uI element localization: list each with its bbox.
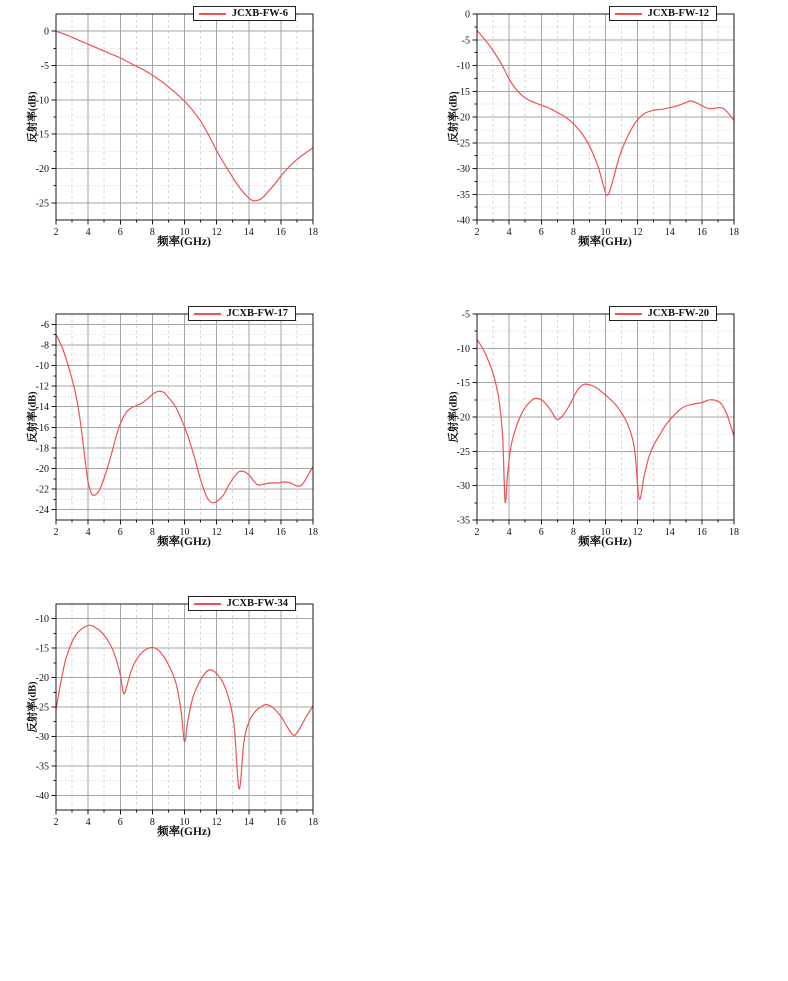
y-axis-label: 反射率(dB)	[448, 91, 460, 143]
svg-text:10: 10	[179, 227, 190, 238]
svg-text:-10: -10	[35, 614, 49, 626]
svg-text:-20: -20	[35, 464, 49, 475]
legend	[609, 6, 717, 21]
svg-text:-16: -16	[35, 422, 49, 434]
svg-text:-5: -5	[461, 309, 470, 321]
svg-text:-15: -15	[35, 129, 49, 141]
plot-svg-jcxb-fw-17	[20, 300, 350, 555]
y-axis-label: 反射率(dB)	[448, 391, 460, 443]
plot-svg-jcxb-fw-20	[441, 300, 771, 555]
svg-text:-10: -10	[35, 361, 49, 372]
svg-text:6: 6	[117, 817, 123, 828]
svg-text:-10: -10	[35, 95, 49, 107]
svg-text:2: 2	[53, 817, 59, 828]
svg-text:10: 10	[179, 817, 190, 828]
svg-text:2: 2	[474, 227, 480, 238]
x-axis-label: 频率(GHz)	[157, 826, 211, 838]
chart-jcxb-fw-12	[441, 0, 771, 265]
svg-text:12: 12	[632, 227, 643, 238]
svg-text:18: 18	[729, 227, 739, 238]
legend	[193, 6, 296, 21]
svg-text:10: 10	[179, 527, 190, 538]
svg-text:-5: -5	[461, 35, 470, 47]
y-axis-label: 反射率(dB)	[27, 681, 39, 733]
svg-text:-25: -25	[456, 138, 470, 150]
svg-text:18: 18	[308, 817, 318, 828]
plot-svg-jcxb-fw-12	[441, 0, 771, 255]
svg-text:8: 8	[570, 527, 576, 538]
svg-text:-22: -22	[35, 484, 49, 496]
svg-text:-15: -15	[456, 86, 470, 98]
svg-text:-10: -10	[456, 61, 470, 72]
svg-text:16: 16	[696, 527, 707, 538]
chart-jcxb-fw-6	[20, 0, 350, 265]
svg-text:-18: -18	[35, 443, 49, 455]
svg-text:4: 4	[506, 227, 512, 238]
svg-text:6: 6	[538, 227, 544, 238]
svg-text:12: 12	[632, 527, 643, 538]
legend	[188, 596, 296, 611]
legend	[188, 306, 296, 321]
svg-text:10: 10	[600, 227, 611, 238]
x-axis-label: 频率(GHz)	[578, 236, 632, 248]
svg-text:-25: -25	[35, 702, 49, 714]
svg-text:-8: -8	[40, 340, 49, 352]
svg-text:6: 6	[117, 527, 123, 538]
svg-text:2: 2	[474, 527, 480, 538]
svg-text:14: 14	[243, 227, 254, 238]
svg-text:4: 4	[506, 527, 512, 538]
svg-text:4: 4	[85, 817, 91, 828]
svg-text:0: 0	[44, 26, 49, 38]
svg-text:-40: -40	[35, 790, 49, 802]
legend-label: JCXB-FW-20	[647, 308, 709, 319]
svg-text:-20: -20	[456, 112, 470, 124]
legend-line-sample	[194, 313, 221, 315]
legend-line-sample	[199, 13, 226, 15]
svg-text:-35: -35	[456, 515, 470, 527]
svg-text:-14: -14	[35, 402, 49, 414]
svg-text:-24: -24	[35, 505, 49, 517]
svg-text:12: 12	[211, 817, 222, 828]
svg-text:0: 0	[465, 9, 470, 21]
svg-text:-35: -35	[456, 189, 470, 201]
svg-text:-15: -15	[35, 643, 49, 655]
svg-text:-5: -5	[40, 61, 49, 72]
svg-text:-10: -10	[456, 343, 470, 355]
svg-text:-20: -20	[35, 164, 49, 175]
svg-text:12: 12	[211, 527, 222, 538]
svg-text:6: 6	[538, 527, 544, 538]
svg-text:-40: -40	[456, 215, 470, 227]
legend-line-sample	[194, 603, 221, 605]
svg-text:16: 16	[275, 227, 286, 238]
svg-text:18: 18	[308, 227, 318, 238]
x-axis-label: 频率(GHz)	[578, 536, 632, 548]
svg-text:-20: -20	[35, 673, 49, 685]
svg-text:2: 2	[53, 227, 59, 238]
svg-text:16: 16	[696, 227, 707, 238]
svg-text:16: 16	[275, 817, 286, 828]
legend-label: JCXB-FW-6	[231, 8, 288, 19]
x-axis-label: 频率(GHz)	[157, 536, 211, 548]
legend-label: JCXB-FW-12	[647, 8, 709, 19]
svg-text:8: 8	[149, 817, 155, 828]
svg-text:10: 10	[600, 527, 611, 538]
svg-text:-30: -30	[35, 731, 49, 743]
svg-text:18: 18	[729, 527, 739, 538]
svg-text:4: 4	[85, 227, 91, 238]
svg-text:2: 2	[53, 527, 59, 538]
plot-svg-jcxb-fw-34	[20, 590, 350, 845]
svg-text:8: 8	[570, 227, 576, 238]
legend-line-sample	[615, 13, 642, 15]
legend-label: JCXB-FW-17	[226, 308, 288, 319]
svg-text:-25: -25	[35, 198, 49, 210]
legend-label: JCXB-FW-34	[226, 598, 288, 609]
x-axis-label: 频率(GHz)	[157, 236, 211, 248]
svg-text:16: 16	[275, 527, 286, 538]
svg-text:8: 8	[149, 227, 155, 238]
legend	[609, 306, 717, 321]
svg-text:-30: -30	[456, 481, 470, 493]
chart-jcxb-fw-17	[20, 300, 350, 565]
svg-text:14: 14	[664, 227, 675, 238]
plot-svg-jcxb-fw-6	[20, 0, 350, 255]
svg-text:14: 14	[243, 527, 254, 538]
svg-text:6: 6	[117, 227, 123, 238]
svg-text:18: 18	[308, 527, 318, 538]
chart-jcxb-fw-20	[441, 300, 771, 565]
y-axis-label: 反射率(dB)	[27, 91, 39, 143]
svg-text:4: 4	[85, 527, 91, 538]
svg-text:-25: -25	[456, 446, 470, 458]
y-axis-label: 反射率(dB)	[27, 391, 39, 443]
svg-text:-30: -30	[456, 164, 470, 175]
svg-text:-35: -35	[35, 761, 49, 773]
svg-text:14: 14	[243, 817, 254, 828]
svg-text:8: 8	[149, 527, 155, 538]
svg-text:14: 14	[664, 527, 675, 538]
svg-text:-15: -15	[456, 378, 470, 390]
chart-jcxb-fw-34	[20, 590, 350, 855]
svg-text:-20: -20	[456, 412, 470, 424]
svg-text:-12: -12	[35, 381, 49, 393]
svg-text:-6: -6	[40, 319, 49, 331]
legend-line-sample	[615, 313, 642, 315]
svg-text:12: 12	[211, 227, 222, 238]
